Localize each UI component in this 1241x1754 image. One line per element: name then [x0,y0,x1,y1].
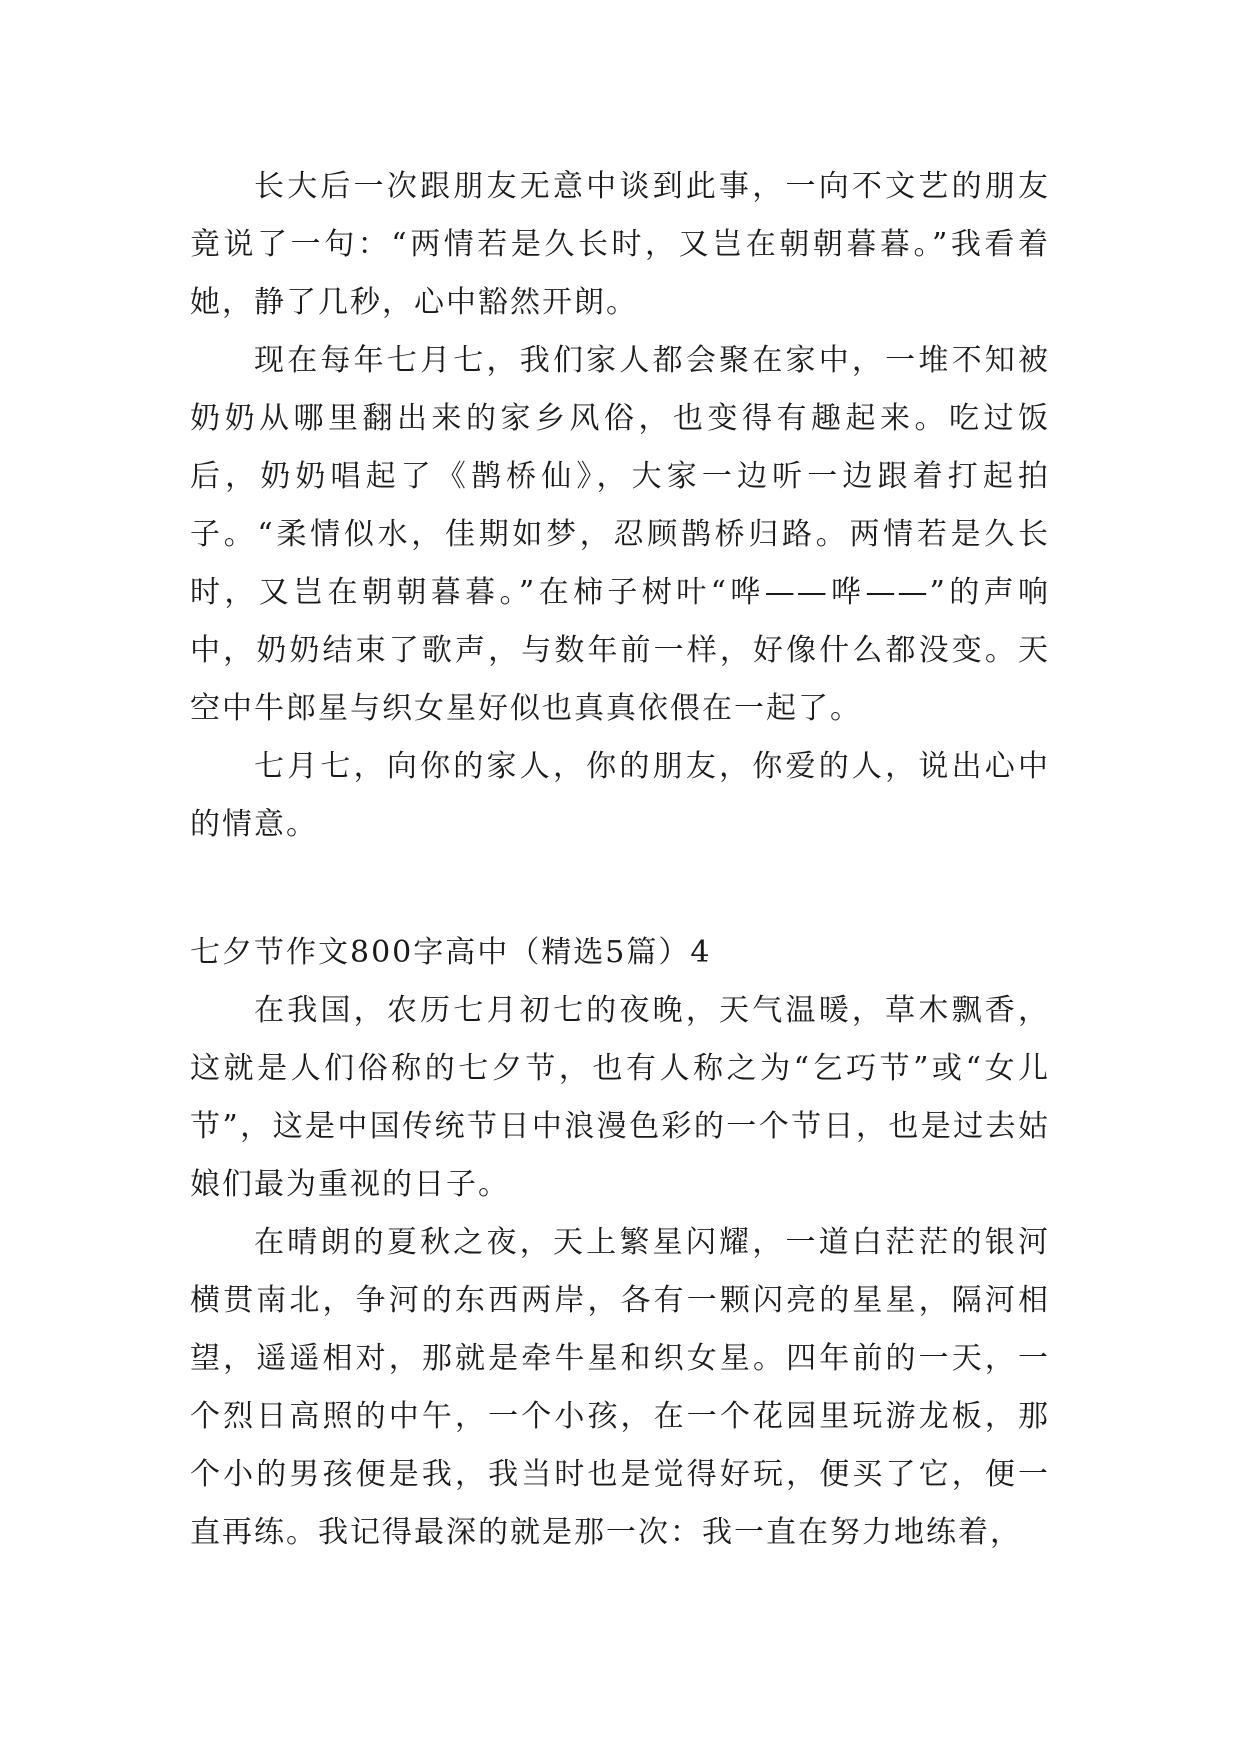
paragraph: 在晴朗的夏秋之夜，天上繁星闪耀，一道白茫茫的银河横贯南北，争河的东西两岸，各有一颗闪亮的星星，隔河相望，遥遥相对，那就是牵牛星和织女星。四年前的一天，一个烈日高照的中午，一个小孩，在一个花园里玩游龙板，那个小的男孩便是我，我当时也是觉得好玩，便买了它，便一直再练。我记得最深的就是那一次：我一直在努力地练着， [190,1225,1050,1550]
paragraph: 七月七，向你的家人，你的朋友，你爱的人，说出心中的情意。 [190,749,1050,842]
essay-continuation [190,158,1050,854]
essay-section [190,924,1050,1562]
paragraph: 现在每年七月七，我们家人都会聚在家中，一堆不知被奶奶从哪里翻出来的家乡风俗，也变得有趣起来。吃过饭后，奶奶唱起了《鹊桥仙》，大家一边听一边跟着打起拍子。“柔情似水，佳期如梦，忍顾鹊桥归路。两情若是久长时，又岂在朝朝暮暮。”在柿子树叶“哗——哗——”的声响中，奶奶结束了歌声，与数年前一样，好像什么都没变。天空中牛郎星与织女星好似也真真依偎在一起了。 [190,343,1050,726]
section-heading: 七夕节作文800字高中（精选5篇）4 [190,935,712,970]
paragraph: 在我国，农历七月初七的夜晚，天气温暖，草木飘香，这就是人们俗称的七夕节，也有人称之为“乞巧节”或“女儿节”，这是中国传统节日中浪漫色彩的一个节日，也是过去姑娘们最为重视的日子。 [190,993,1050,1202]
paragraph: 长大后一次跟朋友无意中谈到此事，一向不文艺的朋友竟说了一句：“两情若是久长时，又岂在朝朝暮暮。”我看着她，静了几秒，心中豁然开朗。 [190,169,1050,320]
